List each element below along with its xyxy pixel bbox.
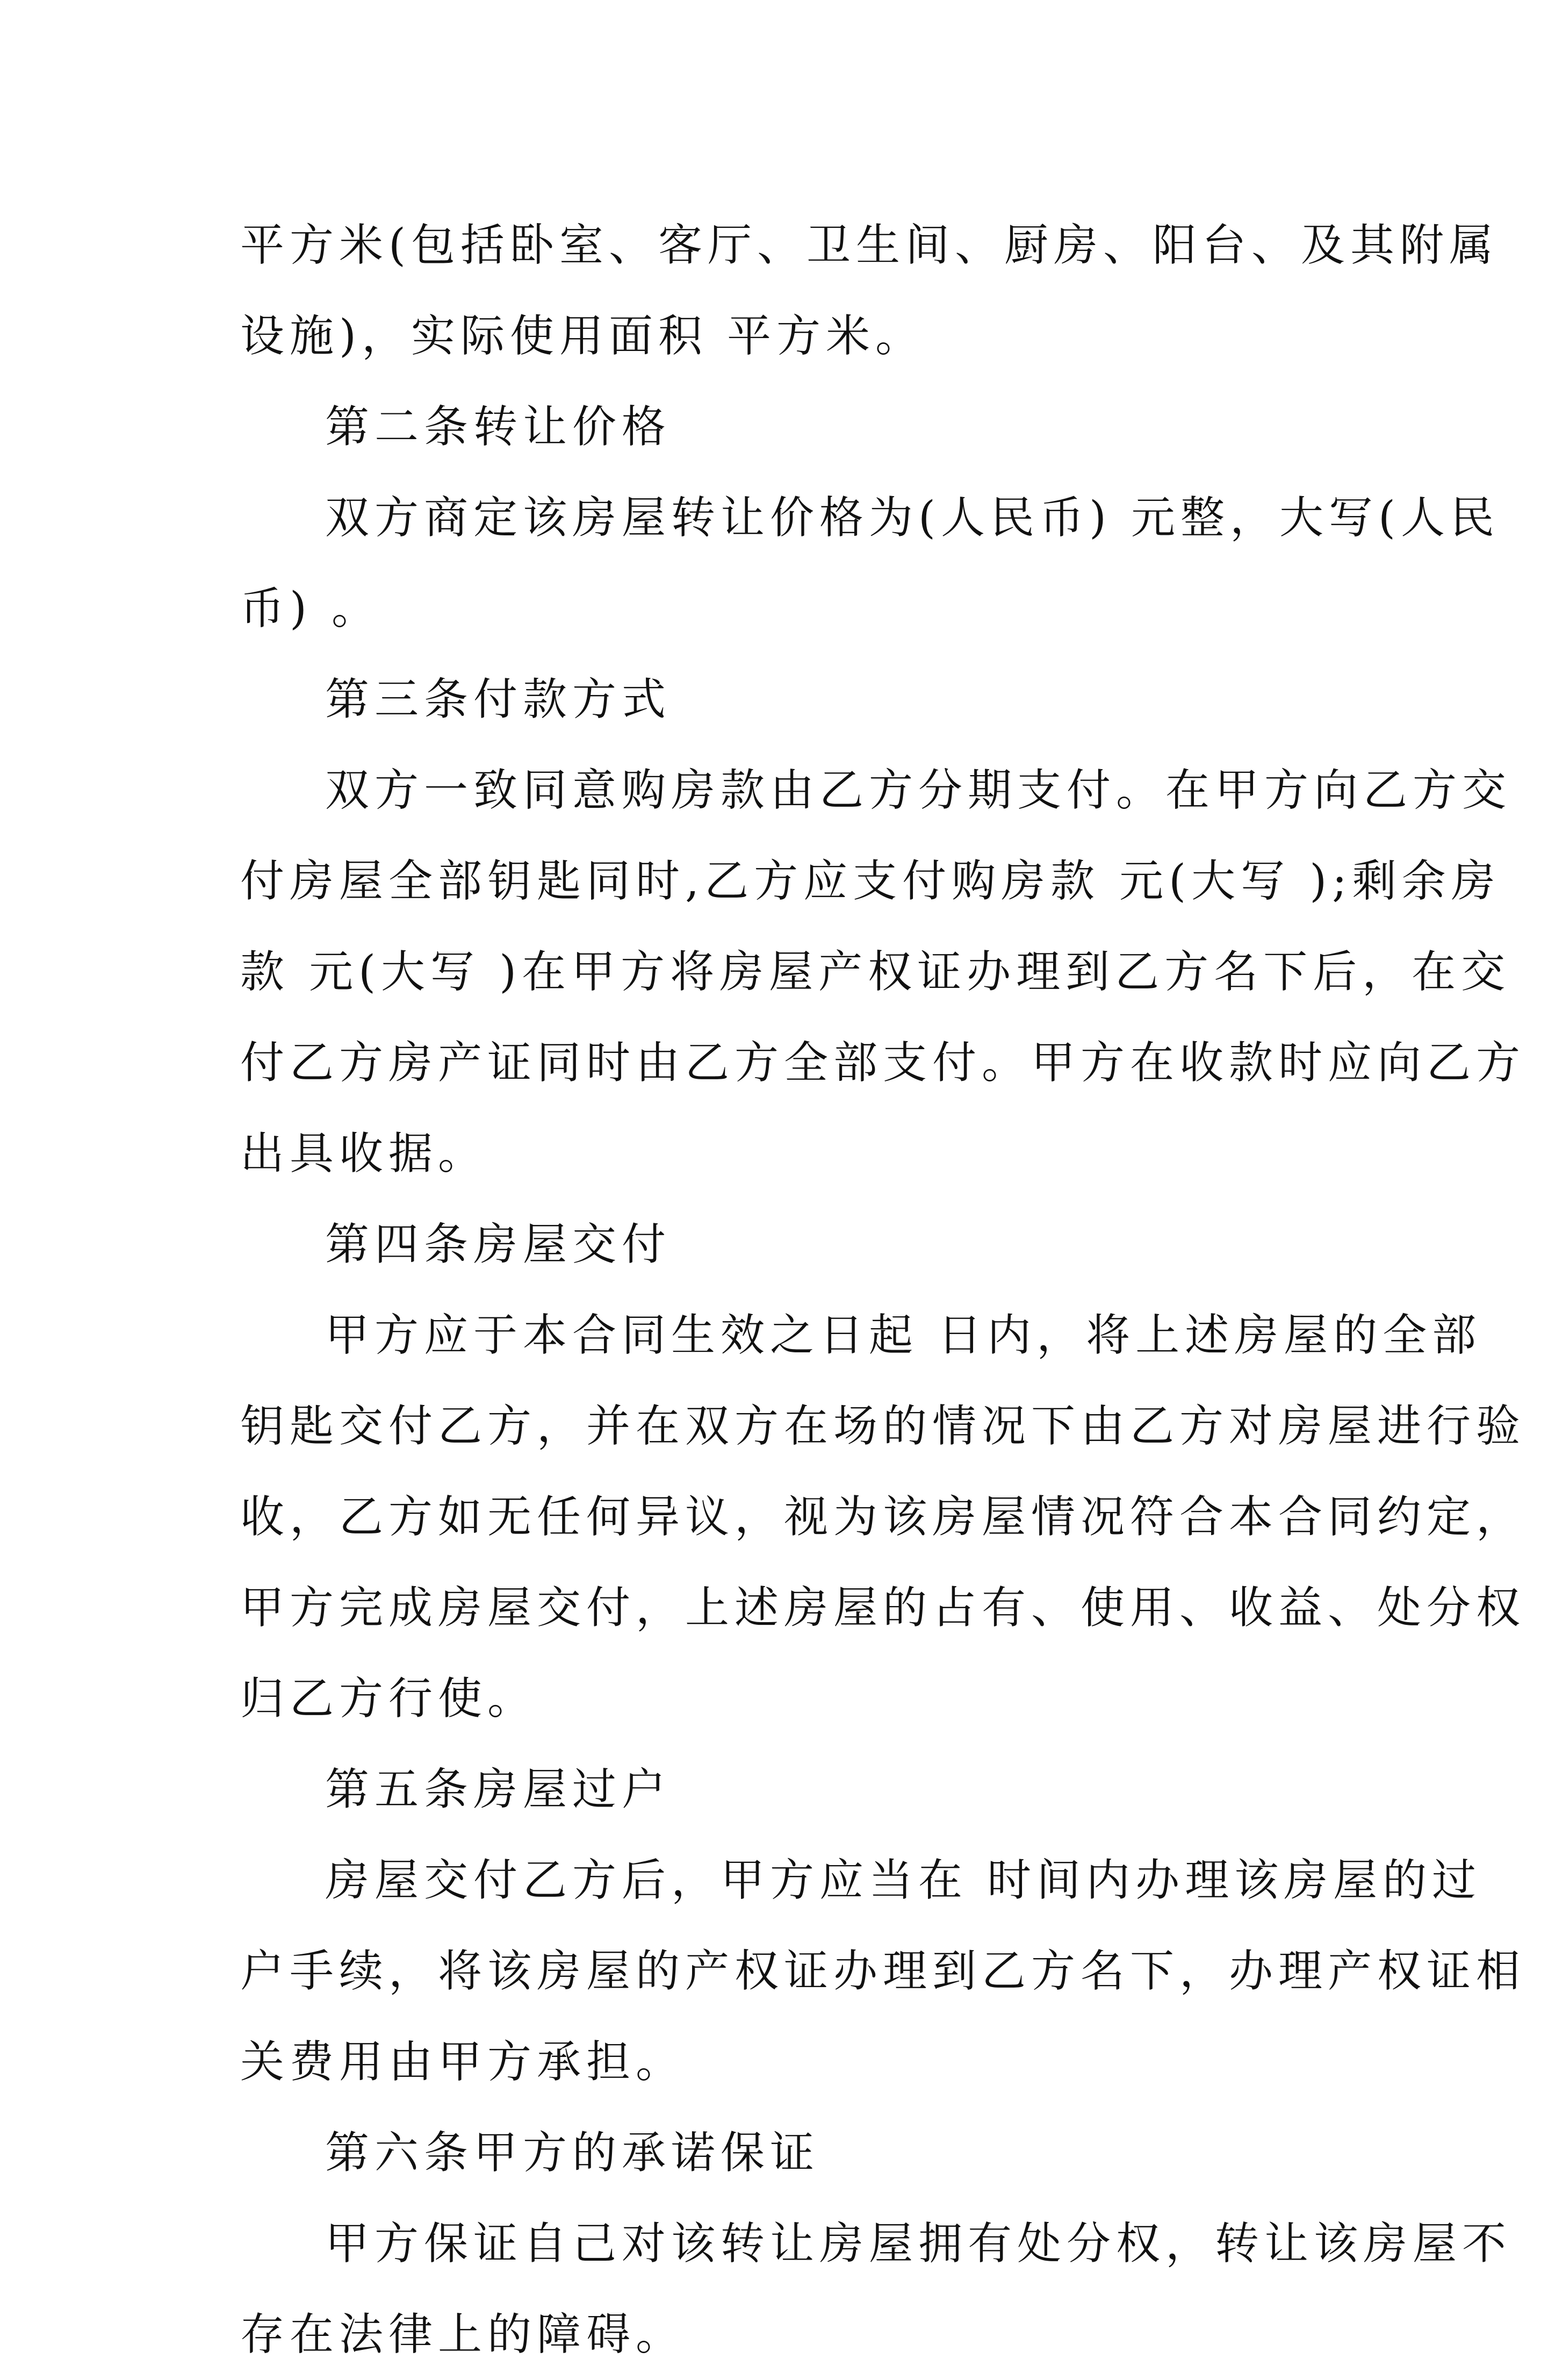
article-heading: 第六条甲方的承诺保证 <box>325 2127 820 2178</box>
article-heading: 第五条房屋过户 <box>325 1764 672 1815</box>
paragraph-line: 收，乙方如无任何异议，视为该房屋情况符合本合同约定， <box>240 1492 1526 1543</box>
paragraph-line: 关费用由甲方承担。 <box>240 2037 686 2088</box>
paragraph-line: 钥匙交付乙方，并在双方在场的情况下由乙方对房屋进行验 <box>240 1401 1526 1452</box>
paragraph-line: 户手续，将该房屋的产权证办理到乙方名下，办理产权证相 <box>240 1946 1526 1997</box>
paragraph-line: 付乙方房产证同时由乙方全部支付。甲方在收款时应向乙方 <box>240 1037 1526 1088</box>
paragraph-line: 存在法律上的障碍。 <box>240 2309 686 2360</box>
article-heading: 第四条房屋交付 <box>325 1219 672 1270</box>
paragraph-line: 甲方应于本合同生效之日起 日内，将上述房屋的全部 <box>325 1310 1482 1361</box>
paragraph-line: 甲方完成房屋交付，上述房屋的占有、使用、收益、处分权 <box>240 1582 1526 1633</box>
paragraph-line: 双方商定该房屋转让价格为(人民币) 元整，大写(人民 <box>325 492 1500 543</box>
paragraph-line: 平方米(包括卧室、客厅、卫生间、厨房、阳台、及其附属 <box>240 220 1499 271</box>
paragraph-line: 付房屋全部钥匙同时,乙方应支付购房款 元(大写 );剩余房 <box>240 856 1501 907</box>
paragraph-line: 款 元(大写 )在甲方将房屋产权证办理到乙方名下后，在交 <box>240 947 1511 998</box>
paragraph-line: 归乙方行使。 <box>240 1673 537 1724</box>
paragraph-line: 设施)，实际使用面积 平方米。 <box>240 311 925 362</box>
article-heading: 第二条转让价格 <box>325 402 672 453</box>
paragraph-line: 出具收据。 <box>240 1128 488 1179</box>
paragraph-line: 双方一致同意购房款由乙方分期支付。在甲方向乙方交 <box>325 765 1512 816</box>
paragraph-line: 甲方保证自己对该转让房屋拥有处分权，转让该房屋不 <box>325 2218 1512 2269</box>
article-heading: 第三条付款方式 <box>325 674 672 725</box>
paragraph-line: 房屋交付乙方后，甲方应当在 时间内办理该房屋的过 <box>325 1855 1482 1906</box>
contract-body <box>240 200 1526 2380</box>
paragraph-line: 币) 。 <box>240 583 381 634</box>
